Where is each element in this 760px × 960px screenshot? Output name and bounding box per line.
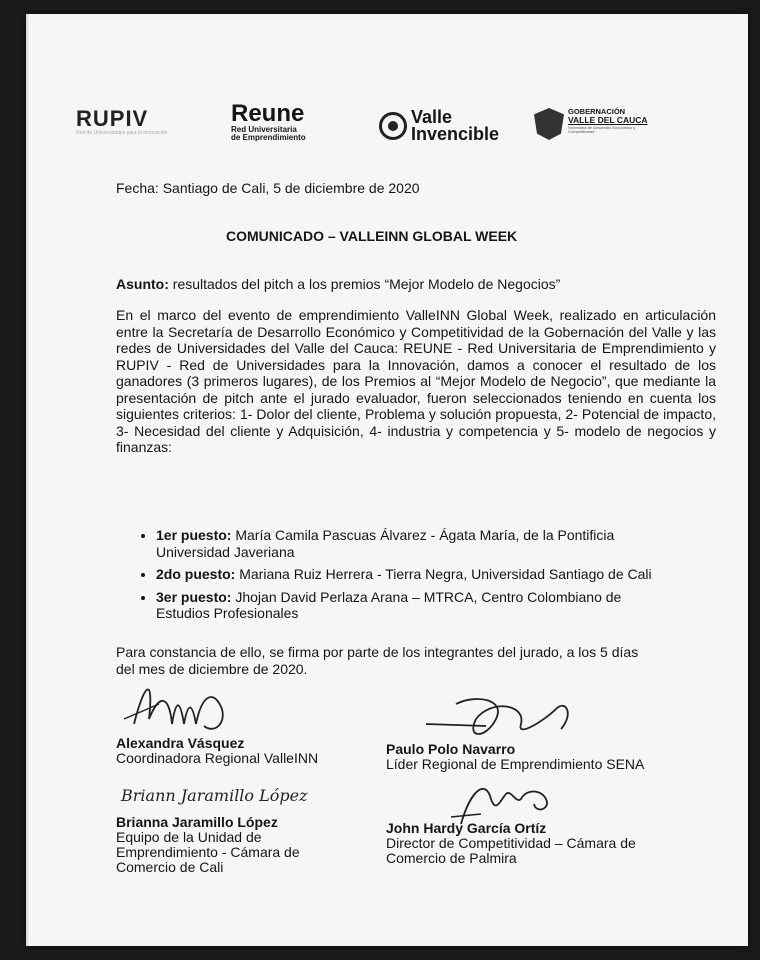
signer-2: [386, 742, 644, 772]
subject-line: [116, 276, 560, 293]
gobernacion-logo: [534, 108, 648, 140]
reune-logo-text: Reune: [231, 100, 305, 127]
subject-label: Asunto:: [116, 276, 169, 292]
valle-invencible-logo: [379, 109, 499, 143]
signer-name: John Hardy García Ortíz: [386, 820, 547, 836]
signer-role: Líder Regional de Emprendimiento SENA: [386, 756, 645, 772]
signer-role: Emprendimiento - Cámara de: [116, 844, 300, 860]
gobernacion-logo-subtitle: Secretaría de Desarrollo Económico y Competitividad: [568, 124, 636, 135]
document-page: [26, 14, 748, 946]
winner-detail: Mariana Ruiz Herrera - Tierra Negra, Universidad Santiago de Cali: [235, 566, 652, 582]
date-line: Fecha: Santiago de Cali, 5 de diciembre de 2020: [116, 180, 420, 196]
rupiv-logo: [76, 106, 167, 136]
signer-role: Equipo de la Unidad de: [116, 829, 262, 845]
winner-place: 2do puesto:: [156, 566, 236, 582]
reune-logo-line-1: Red Universitaria: [231, 125, 297, 134]
signer-role: Coordinadora Regional ValleINN: [116, 750, 319, 766]
winners-list: [126, 527, 676, 628]
valle-logo-line-1: Valle: [411, 107, 453, 127]
rupiv-logo-text: RUPIV: [76, 106, 149, 131]
body-paragraph: En el marco del evento de emprendimiento ValleINN Global Week, realizado en articulación entre la Secretaría de Desarrollo Económico y Competitividad de la Gobernación del Valle y las redes de Universidades del Valle del Cauca: REUNE - Red Universitaria de Emprendimiento y RUPIV - Red de Universidades para la Innovación, damos a conocer el resultado de los ganadores (3 primeros lugares), de los Premios al “Mejor Modelo de Negocio”, que mediante la presentación de pitch ante el jurado evaluador, fueron seleccionados teniendo en cuenta los siguientes criterios: 1- Dolor del cliente, Problema y solución propuesta, 2- Potencial de impacto, 3- Necesidad del cliente y Adquisición, 4- industria y competencia y 5- modelo de negocios y finanzas:: [116, 307, 716, 455]
valle-heart-icon: [379, 112, 407, 140]
signer-name: Alexandra Vásquez: [116, 735, 245, 751]
reune-logo: [231, 102, 306, 143]
signer-role: Director de Competitividad – Cámara de: [386, 835, 636, 851]
page-title: COMUNICADO – VALLEINN GLOBAL WEEK: [226, 228, 518, 244]
winner-detail: Jhojan David Perlaza Arana – MTRCA, Centro Colombiano de Estudios Profesionales: [156, 588, 622, 621]
signer-name: Brianna Jaramillo López: [116, 814, 278, 830]
signer-role: Comercio de Cali: [116, 859, 224, 875]
winner-place: 3er puesto:: [156, 588, 232, 605]
page-edge: [26, 14, 29, 946]
signature-brianna: Briann Jaramillo López: [121, 786, 308, 805]
winner-detail: María Camila Pascuas Álvarez - Ágata María, de la Pontificia Universidad Javeriana: [156, 527, 615, 560]
signer-3: [116, 815, 316, 875]
valle-logo-line-2: Invencible: [411, 124, 500, 145]
list-item: [156, 589, 676, 622]
signature-alexandra: [114, 664, 264, 744]
list-item: [156, 527, 676, 560]
reune-logo-line-2: de Emprendimiento: [231, 133, 306, 143]
winner-place: 1er puesto:: [156, 527, 232, 543]
gobernacion-logo-line-1: GOBERNACIÓN: [568, 107, 626, 116]
gobernacion-logo-line-2: VALLE DEL CAUCA: [568, 115, 648, 126]
signer-name: Paulo Polo Navarro: [386, 741, 516, 757]
signer-role: Comercio de Palmira: [386, 850, 517, 866]
list-item: [156, 566, 676, 583]
signer-1: [116, 736, 318, 766]
closing-paragraph: Para constancia de ello, se firma por parte de los integrantes del jurado, a los 5 días del mes de diciembre de 2020.: [116, 644, 639, 677]
rupiv-logo-subtitle: Red de Universidades para la Innovación: [76, 130, 168, 136]
signer-4: [386, 821, 656, 866]
gobernacion-seal-icon: [534, 108, 564, 140]
subject-text: resultados del pitch a los premios “Mejor Modelo de Negocios”: [168, 276, 561, 292]
